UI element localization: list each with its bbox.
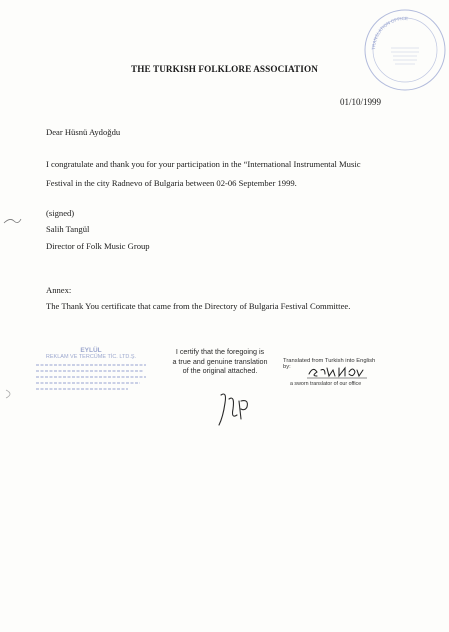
annex-text: The Thank You certificate that came from the Directory of Bulgaria Festival Committee.	[46, 301, 351, 311]
agency-stamp-fine-print-icon	[36, 362, 146, 395]
organization-heading: THE TURKISH FOLKLORE ASSOCIATION	[131, 64, 318, 74]
round-stamp-text: TRANSLATION OFFICE	[370, 15, 409, 51]
body-line-2: Festival in the city Radnevo of Bulgaria between 02-06 September 1999.	[46, 178, 297, 188]
certification-line-3: of the original attached.	[182, 366, 258, 375]
annex-label: Annex:	[46, 285, 72, 295]
signed-note: (signed)	[46, 208, 75, 218]
translator-handwritten-name	[307, 362, 367, 380]
signer-title: Director of Folk Music Group	[46, 241, 150, 251]
certification-line-2: a true and genuine translation	[172, 356, 268, 366]
translated-by-text: Translated from Turkish into English	[283, 358, 376, 364]
agency-stamp	[32, 347, 150, 397]
handwritten-signature	[215, 385, 260, 433]
salutation: Dear Hüsnü Aydoğdu	[46, 127, 121, 137]
by-label: by:	[283, 364, 291, 370]
svg-text:TRANSLATION OFFICE	[371, 16, 408, 50]
certification-statement	[160, 347, 280, 376]
agency-stamp-name: EYLÜL	[80, 347, 102, 354]
agency-stamp-subtitle: REKLAM VE TERCÜME TİC. LTD.Ş.	[45, 354, 137, 360]
signer-name: Salih Tangül	[46, 224, 90, 234]
certification-line-1: I certify that the foregoing is	[175, 347, 265, 356]
punch-hole-icon	[4, 388, 16, 400]
sworn-translator-note: a sworn translator of our office	[290, 381, 362, 387]
translation-office-round-stamp	[357, 2, 449, 94]
margin-mark-icon	[2, 213, 22, 229]
body-line-1: I congratulate and thank you for your participation in the “International Instrumental Music	[46, 159, 361, 169]
letter-body	[46, 155, 391, 193]
letter-date: 01/10/1999	[340, 97, 382, 107]
